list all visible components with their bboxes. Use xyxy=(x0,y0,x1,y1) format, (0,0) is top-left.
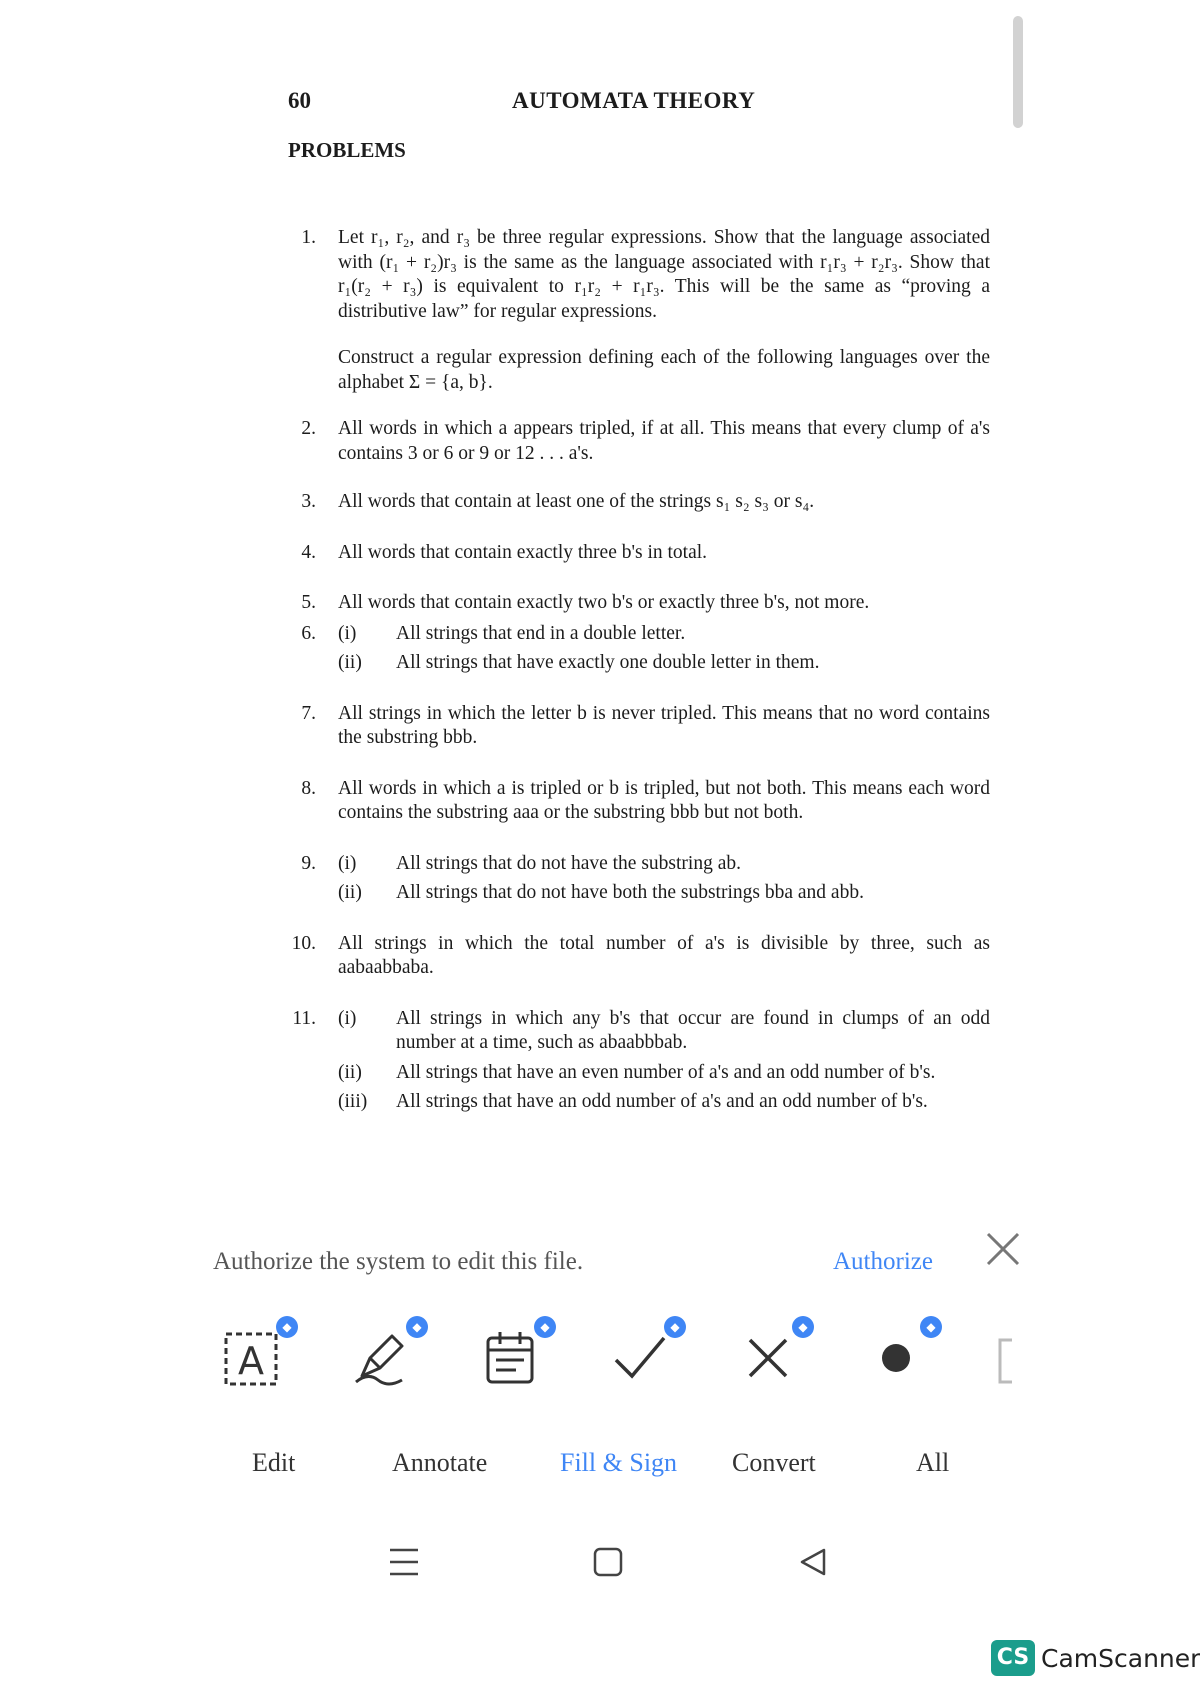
page-number: 60 xyxy=(288,88,311,113)
close-button[interactable] xyxy=(982,1228,1024,1270)
problem-text: All words in which a appears tripled, if at all. This means that every clump of a's contains 3 or 6 or 9 or 12 . . . a's. xyxy=(338,418,990,464)
problem-number: 10. xyxy=(291,932,316,954)
subproblem-ii xyxy=(338,881,990,906)
cross-tool[interactable] xyxy=(730,1320,806,1396)
problem-number: 1. xyxy=(301,227,316,248)
subproblem-text: All strings that have an odd number of a's and an odd number of b's. xyxy=(396,1091,928,1112)
subproblem-iii xyxy=(338,1090,990,1115)
back-icon xyxy=(794,1542,834,1582)
nav-menu-button[interactable] xyxy=(384,1542,424,1582)
pen-sign-tool[interactable] xyxy=(344,1320,420,1396)
authorize-message: Authorize the system to edit this file. xyxy=(213,1248,584,1275)
problem-6 xyxy=(290,622,990,676)
pro-badge-icon: ◆ xyxy=(406,1316,428,1338)
problem-number: 6. xyxy=(301,622,316,644)
tab-convert[interactable]: Convert xyxy=(732,1448,816,1477)
problem-4 xyxy=(290,541,990,566)
pro-badge-icon: ◆ xyxy=(664,1316,686,1338)
problem-3 xyxy=(290,490,990,515)
problem-text: All words in which a is tripled or b is tripled, but not both. This means each word contains the substring aaa or the substring bbb but not both. xyxy=(338,777,990,823)
form-fill-tool[interactable] xyxy=(472,1320,548,1396)
partial-tool-icon xyxy=(990,1320,1020,1396)
home-icon xyxy=(588,1542,628,1582)
subproblem-text: All strings that end in a double letter. xyxy=(396,622,686,644)
pro-badge-icon: ◆ xyxy=(276,1316,298,1338)
running-head: AUTOMATA THEORY xyxy=(512,88,756,113)
subproblem-text: All strings in which any b's that occur are found in clumps of an odd number at a time, such as abaabbbab. xyxy=(396,1007,990,1053)
pro-badge-icon: ◆ xyxy=(534,1316,556,1338)
problem-7 xyxy=(290,702,990,751)
subproblem-label: (i) xyxy=(338,1007,357,1029)
dot-tool[interactable] xyxy=(858,1320,934,1396)
problem-1 xyxy=(290,226,990,324)
nav-back-button[interactable] xyxy=(794,1542,834,1582)
problem-text: All words that contain exactly two b's or exactly three b's, not more. xyxy=(338,592,870,613)
tab-fill-sign[interactable]: Fill & Sign xyxy=(560,1448,678,1477)
nav-home-button[interactable] xyxy=(588,1542,628,1582)
problem-text: All strings in which the total number of a's is divisible by three, such as aabaabbaba. xyxy=(338,932,990,978)
problem-text: All strings in which the letter b is never tripled. This means that no word contains the substring bbb. xyxy=(338,702,990,748)
scrollbar[interactable] xyxy=(1013,16,1023,128)
subproblem-i xyxy=(338,852,990,877)
subproblem-text: All strings that have exactly one double letter in them. xyxy=(396,652,820,673)
problem-number: 2. xyxy=(301,418,316,439)
problem-9 xyxy=(290,852,990,906)
problems-list xyxy=(290,226,990,1115)
problem-number: 4. xyxy=(301,541,316,563)
problem-2 xyxy=(290,417,990,466)
problem-number: 5. xyxy=(301,592,316,613)
menu-icon xyxy=(384,1542,424,1582)
subproblem-label: (i) xyxy=(338,622,357,644)
subproblem-label: (ii) xyxy=(338,882,362,903)
pro-badge-icon: ◆ xyxy=(920,1316,942,1338)
problem-5 xyxy=(290,591,990,616)
text-edit-tool[interactable] xyxy=(214,1320,290,1396)
check-tool[interactable] xyxy=(602,1320,678,1396)
subproblem-label: (ii) xyxy=(338,1061,362,1083)
problem-8 xyxy=(290,777,990,826)
subproblem-ii xyxy=(338,1061,990,1086)
subproblem-ii xyxy=(338,651,990,676)
close-icon xyxy=(982,1228,1024,1270)
problem-11 xyxy=(290,1007,990,1115)
problems-intro xyxy=(290,346,990,395)
problem-number: 7. xyxy=(301,702,316,724)
problem-number: 3. xyxy=(301,491,316,512)
problem-number: 9. xyxy=(301,852,316,874)
problem-number: 8. xyxy=(301,777,316,799)
problem-text: All words that contain at least one of the strings s₁ s₂ s₃ or s₄. xyxy=(338,491,815,512)
tab-annotate[interactable]: Annotate xyxy=(392,1448,488,1477)
svg-text:A: A xyxy=(238,1339,264,1383)
camscanner-text: CamScanner xyxy=(1041,1644,1200,1673)
partial-tool[interactable] xyxy=(990,1320,1020,1396)
pro-badge-icon: ◆ xyxy=(792,1316,814,1338)
subproblem-text: All strings that do not have both the substrings bba and abb. xyxy=(396,882,864,903)
subproblem-i xyxy=(338,622,990,647)
subproblem-i xyxy=(338,1007,990,1056)
problem-number: 11. xyxy=(292,1007,316,1029)
problem-10 xyxy=(290,932,990,981)
subproblem-text: All strings that have an even number of a's and an odd number of b's. xyxy=(396,1061,936,1083)
authorize-button[interactable]: Authorize xyxy=(833,1248,933,1275)
problem-text: Let r₁, r₂, and r₃ be three regular expressions. Show that the language associated with (r₁ + r₂)r₃ is the same as the language associated with r₁r₃ + r₂r₃. Show that r₁(r₂ + r₃) is equivalent to r₁r₂ + r₁r₃. This will be the same as “proving a distributive law” for regular expressions. xyxy=(338,227,990,322)
tab-edit[interactable]: Edit xyxy=(252,1448,296,1477)
problem-text: All words that contain exactly three b's in total. xyxy=(338,541,708,563)
section-title: PROBLEMS xyxy=(288,138,406,162)
subproblem-text: All strings that do not have the substring ab. xyxy=(396,852,742,874)
subproblem-label: (iii) xyxy=(338,1091,368,1112)
subproblem-label: (i) xyxy=(338,852,357,874)
subproblem-label: (ii) xyxy=(338,652,362,673)
camscanner-logo: CS xyxy=(991,1640,1035,1676)
tab-all[interactable]: All xyxy=(916,1448,950,1477)
intro-text: Construct a regular expression defining each of the following languages over the alphabet Σ = {a, b}. xyxy=(338,347,990,393)
